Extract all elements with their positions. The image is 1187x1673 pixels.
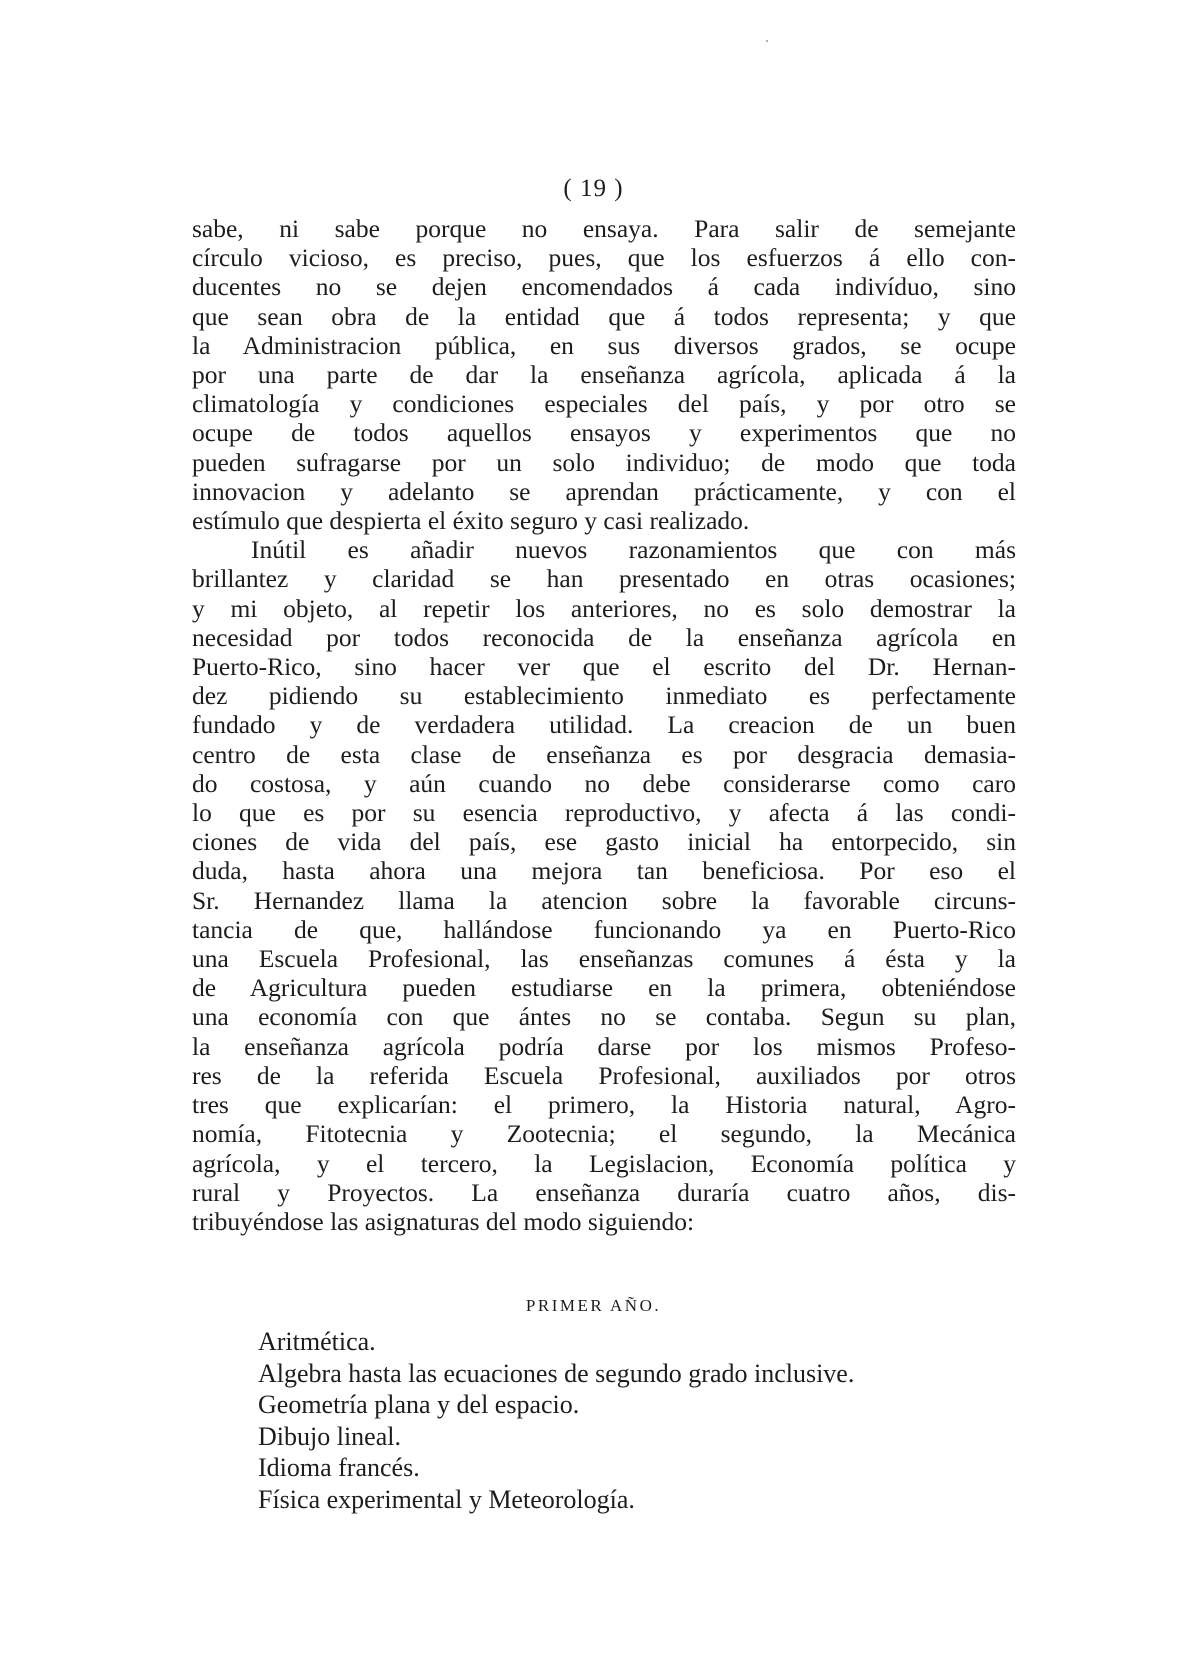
- section-heading: PRIMER AÑO.: [525, 1296, 662, 1315]
- text-line: tribuyéndose las asignaturas del modo siguiendo:: [192, 1206, 695, 1236]
- text-line: la Administracion pública, en sus diversos grados, se ocupe: [192, 330, 1016, 360]
- text-line: centro de esta clase de enseñanza es por desgracia demasia-: [192, 739, 1016, 769]
- text-line: dez pidiendo su establecimiento inmediato es perfectamente: [192, 681, 1016, 711]
- paragraph-2: [192, 535, 1016, 1236]
- paper-speck: [766, 40, 768, 42]
- subject-item: Idioma francés.: [258, 1453, 420, 1482]
- text-line: que sean obra de la entidad que á todos representa; y que: [192, 301, 1016, 331]
- text-line: Sr. Hernandez llama la atencion sobre la favorable circuns-: [192, 885, 1016, 915]
- text-line: la enseñanza agrícola podría darse por los mismos Profeso-: [192, 1031, 1016, 1061]
- text-line: innovacion y adelanto se aprendan prácticamente, y con el: [192, 476, 1016, 506]
- text-line: ducentes no se dejen encomendados á cada indivíduo, sino: [192, 272, 1016, 302]
- page-number: ( 19 ): [563, 175, 624, 202]
- text-line: agrícola, y el tercero, la Legislacion, Economía política y: [192, 1148, 1016, 1178]
- text-line: tancia de que, hallándose funcionando ya en Puerto-Rico: [192, 914, 1016, 944]
- text-line: de Agricultura pueden estudiarse en la primera, obteniéndose: [192, 973, 1016, 1003]
- text-line: brillantez y claridad se han presentado en otras ocasiones;: [192, 564, 1016, 594]
- text-line: círculo vicioso, es preciso, pues, que los esfuerzos á ello con-: [192, 243, 1016, 273]
- text-line: y mi objeto, al repetir los anteriores, no es solo demostrar la: [192, 593, 1016, 623]
- text-line: ciones de vida del país, ese gasto inicial ha entorpecido, sin: [192, 827, 1016, 857]
- body-text: [192, 214, 1016, 1236]
- text-line: necesidad por todos reconocida de la enseñanza agrícola en: [192, 622, 1016, 652]
- subject-list: [258, 1326, 1038, 1515]
- text-line: una Escuela Profesional, las enseñanzas comunes á ésta y la: [192, 944, 1016, 974]
- text-line: rural y Proyectos. La enseñanza duraría cuatro años, dis-: [192, 1177, 1016, 1207]
- text-line: nomía, Fitotecnia y Zootecnia; el segundo, la Mecánica: [192, 1119, 1016, 1149]
- text-line: tres que explicarían: el primero, la Historia natural, Agro-: [192, 1090, 1016, 1120]
- text-line: estímulo que despierta el éxito seguro y casi realizado.: [192, 506, 750, 536]
- text-line: climatología y condiciones especiales del país, y por otro se: [192, 389, 1016, 419]
- text-line: sabe, ni sabe porque no ensaya. Para salir de semejante: [192, 214, 1016, 243]
- text-line: ocupe de todos aquellos ensayos y experimentos que no: [192, 418, 1016, 448]
- subject-item: Dibujo lineal.: [258, 1421, 401, 1451]
- subject-item: Geometría plana y del espacio.: [258, 1390, 580, 1419]
- text-line: una economía con que ántes no se contaba. Segun su plan,: [192, 1002, 1016, 1032]
- text-line: por una parte de dar la enseñanza agrícola, aplicada á la: [192, 360, 1016, 390]
- text-line: fundado y de verdadera utilidad. La creacion de un buen: [192, 710, 1016, 740]
- text-line: pueden sufragarse por un solo individuo; de modo que toda: [192, 447, 1016, 477]
- subject-item: Física experimental y Meteorología.: [258, 1484, 635, 1514]
- text-line: res de la referida Escuela Profesional, auxiliados por otros: [192, 1060, 1016, 1090]
- text-line: Inútil es añadir nuevos razonamientos que con más: [251, 535, 1016, 565]
- text-line: do costosa, y aún cuando no debe considerarse como caro: [192, 768, 1016, 798]
- text-line: duda, hasta ahora una mejora tan beneficiosa. Por eso el: [192, 856, 1016, 886]
- subject-item: Algebra hasta las ecuaciones de segundo grado inclusive.: [258, 1358, 855, 1388]
- text-line: Puerto-Rico, sino hacer ver que el escrito del Dr. Hernan-: [192, 652, 1016, 682]
- subject-item: Aritmética.: [258, 1327, 376, 1356]
- text-line: lo que es por su esencia reproductivo, y afecta á las condi-: [192, 798, 1016, 828]
- paragraph-1: [192, 214, 1016, 535]
